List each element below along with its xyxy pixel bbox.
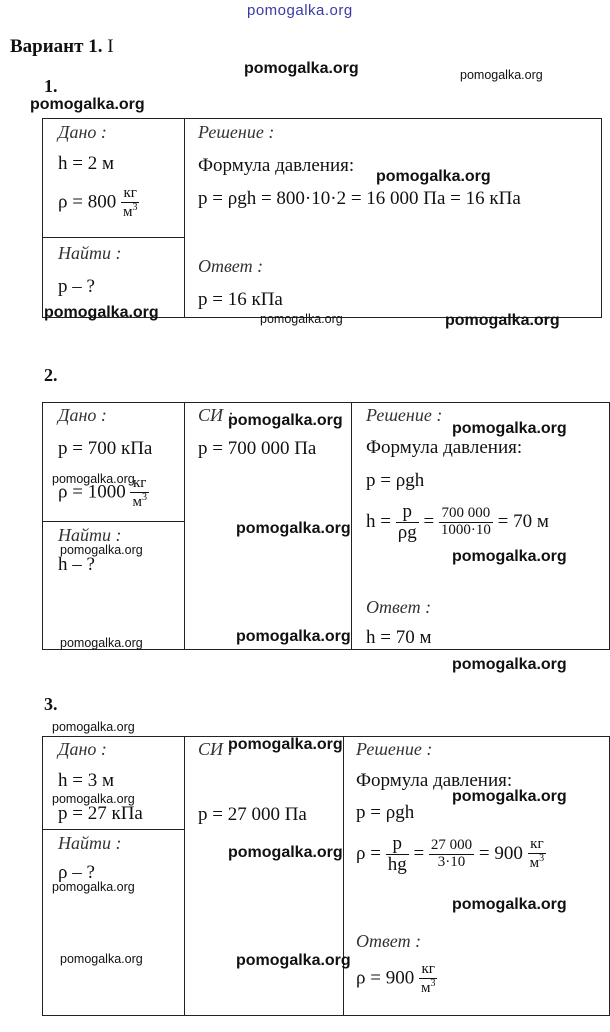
problem-3-table <box>42 736 610 1016</box>
watermark: pomogalka.org <box>44 304 159 321</box>
p2-given-p: p = 700 кПа <box>58 438 153 459</box>
watermark: pomogalka.org <box>228 844 343 861</box>
problem-1-number: 1. <box>44 76 58 96</box>
p1-solution-label: Решение : <box>198 122 275 142</box>
p2-find-value: h – ? <box>58 554 95 575</box>
p2-given-label: Дано : <box>58 405 107 425</box>
p2-given-rho: ρ = 1000 $\frac{кг}{м^3}$ <box>58 475 147 510</box>
watermark: pomogalka.org <box>452 896 567 913</box>
watermark: pomogalka.org <box>244 60 359 77</box>
p3-rho-formula: ρ = $\frac{p}{hg}$ = $\frac{27 000}{3\cdot 10}$ = 900 $\frac{кг}{м^3}$ <box>356 833 545 875</box>
p2-si-label: СИ : <box>198 405 234 425</box>
p2-formula-label: Формула давления: <box>366 437 523 458</box>
p2-answer: h = 70 м <box>366 627 432 648</box>
p2-find-label: Найти : <box>58 525 122 545</box>
problem-3-number: 3. <box>44 694 58 714</box>
watermark: pomogalka.org <box>60 543 143 557</box>
watermark: pomogalka.org <box>452 420 567 437</box>
p1-given-label: Дано : <box>58 122 107 142</box>
watermark: pomogalka.org <box>52 792 135 806</box>
p2-answer-label: Ответ : <box>366 597 432 617</box>
watermark: pomogalka.org <box>236 628 351 645</box>
p3-formula-label: Формула давления: <box>356 770 513 791</box>
p1-formula: p = ρgh = 800·10·2 = 16 000 Па = 16 кПа <box>198 188 521 209</box>
p1-formula-label: Формула давления: <box>198 155 355 176</box>
p3-si-value: p = 27 000 Па <box>198 804 307 825</box>
p3-given-h: h = 3 м <box>58 770 114 791</box>
watermark: pomogalka.org <box>228 736 343 753</box>
watermark: pomogalka.org <box>376 168 491 185</box>
p3-si-label: СИ : <box>198 739 234 759</box>
watermark: pomogalka.org <box>452 548 567 565</box>
watermark: pomogalka.org <box>452 788 567 805</box>
watermark: pomogalka.org <box>460 68 543 82</box>
p1-find-label: Найти : <box>58 243 122 263</box>
p1-find-value: p – ? <box>58 276 95 297</box>
p2-formula-pgh: p = ρgh <box>366 470 425 491</box>
p3-solution-label: Решение : <box>356 739 433 759</box>
watermark-top: pomogalka.org <box>247 2 353 19</box>
p3-answer: ρ = 900 $\frac{кг}{м^3}$ <box>356 961 436 996</box>
watermark: pomogalka.org <box>445 312 560 329</box>
watermark: pomogalka.org <box>52 720 135 734</box>
p2-h-formula: h = $\frac{p}{\rho g}$ = $\frac{700 000}{1000\cdot 10}$ = 70 м <box>366 501 549 543</box>
watermark: pomogalka.org <box>52 880 135 894</box>
p2-si-value: p = 700 000 Па <box>198 438 317 459</box>
watermark: pomogalka.org <box>260 312 343 326</box>
p3-given-p: p = 27 кПа <box>58 803 143 824</box>
p3-formula-pgh: p = ρgh <box>356 802 415 823</box>
p1-given-rho: ρ = 800 $\frac{кг}{м^3}$ <box>58 185 138 220</box>
watermark: pomogalka.org <box>452 656 567 673</box>
watermark: pomogalka.org <box>228 412 343 429</box>
p1-answer-label: Ответ : <box>198 256 264 276</box>
p3-given-label: Дано : <box>58 739 107 759</box>
watermark: pomogalka.org <box>30 96 145 113</box>
p3-find-label: Найти : <box>58 833 122 853</box>
watermark: pomogalka.org <box>52 472 135 486</box>
p1-answer: p = 16 кПа <box>198 289 283 310</box>
p3-find-value: ρ – ? <box>58 862 95 883</box>
p2-solution-label: Решение : <box>366 405 443 425</box>
p3-answer-label: Ответ : <box>356 931 422 951</box>
problem-2-number: 2. <box>44 365 58 385</box>
watermark: pomogalka.org <box>60 636 143 650</box>
watermark: pomogalka.org <box>236 520 351 537</box>
watermark: pomogalka.org <box>236 952 351 969</box>
watermark: pomogalka.org <box>60 952 143 966</box>
page-title: Вариант 1. I <box>10 36 114 57</box>
p1-given-h: h = 2 м <box>58 153 114 174</box>
